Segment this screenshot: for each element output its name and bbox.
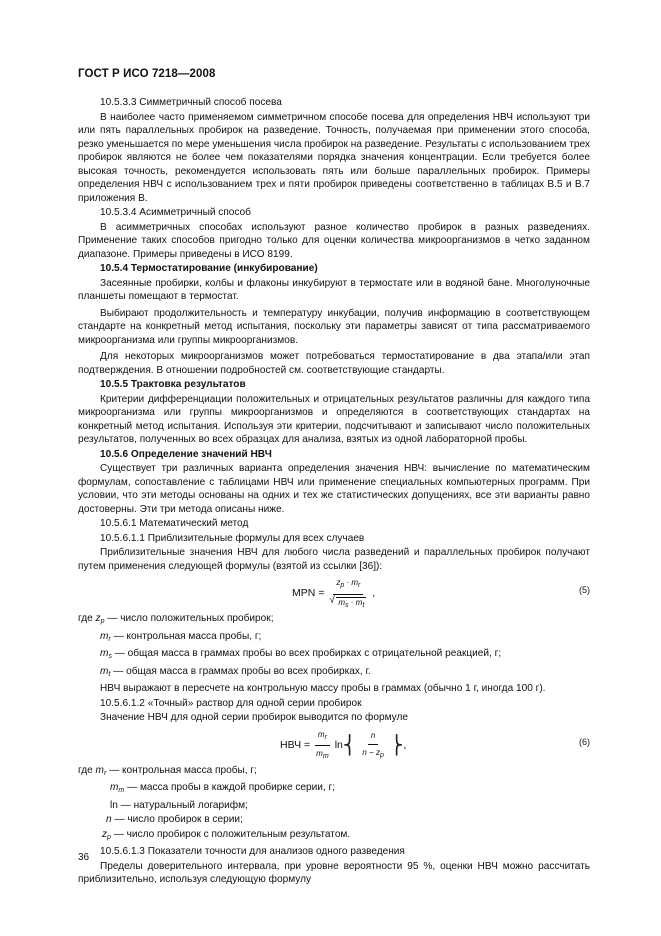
symbol: n — [106, 814, 112, 825]
section-title: Термостатирование (инкубирование) — [130, 263, 318, 274]
formula-number: (6) — [578, 736, 590, 747]
formula-number: (5) — [578, 585, 590, 595]
section-heading: 10.5.6.1 Математический метод — [100, 518, 249, 529]
fraction-denominator — [327, 595, 369, 613]
symbol: $m_s$ — [100, 648, 112, 660]
ln-operator: ln — [334, 738, 343, 751]
section-heading — [78, 378, 590, 392]
fraction-denominator: $n - z_p$ — [362, 747, 384, 759]
fraction — [327, 576, 369, 612]
paragraph: В наиболее часто применяемом симметричном способе посева для определения НВЧ используют три или пять параллельных пробирок на разведение. Точность, получаемая при применении этого способа, резко уменьшается по мере уменьшения числа пробирок на разведение. Результаты с использованием трех пробирок являются не более чем показателями порядка значения концентрации. Если требуется более высокая точность, рекомендуется использовать пять или больше параллельных пробирок. Примеры определения НВЧ с использованием трех и пяти пробирок приведены соответственно в таблицах В.5 и В.7 приложения В. — [78, 111, 590, 204]
definition-item: $m_s$ — общая масса в граммах пробы во всех пробирках с отрицательной реакцией, г; — [78, 647, 590, 664]
fraction-numerator: $z_p \cdot m_r$ — [333, 576, 363, 595]
section-heading: 10.5.6.1.2 «Точный» раствор для одной серии пробирок — [100, 697, 362, 709]
section-title: Трактовка результатов — [130, 379, 246, 390]
fraction-denominator: $m_m$ — [316, 749, 329, 760]
formula-lhs: MPN = — [292, 587, 325, 600]
formula-6: НВЧ = $\frac{m_r}{m_m}$ ln ⎨ $\frac{n}{n - z_p}$ ⎬ , (6) — [78, 728, 590, 760]
paragraph: Выбирают продолжительность и температуру инкубации, получив информацию в соответствующем стандарте на конкретный метод испытания, поскольку эти параметры зависят от типа рассматриваемого микроорганизма или группы микроорганизмов. — [78, 307, 590, 346]
paragraph: НВЧ выражают в пересчете на контрольную массу пробы в граммах (обычно 1 г, иногда 100 г). — [100, 683, 546, 694]
fraction — [313, 728, 332, 764]
formula-5: MPN = $z_p \cdot m_r$ √ $m_s \cdot m_t$ , (5) — [78, 576, 590, 608]
section-title: Определение значений НВЧ — [130, 448, 272, 460]
symbol: ln — [110, 799, 118, 811]
section-heading: 10.5.6.1.1 Приблизительные формулы для всех случаев — [100, 532, 365, 544]
document-header: ГОСТ Р ИСО 7218—2008 — [78, 68, 216, 80]
definition-item: где $m_r$ — контрольная масса пробы, г; — [78, 764, 590, 781]
paragraph: Для некоторых микроорганизмов может потребоваться термостатирование в два этапа/или этап подтверждения. В отношении подробностей см. соответствующие стандарты. — [78, 351, 590, 376]
section-number: 10.5.4 — [100, 263, 129, 274]
symbol: $m_r$ — [100, 630, 111, 643]
sqrt-sign: √ $m_s \cdot m_t$ — [336, 597, 366, 607]
fraction-numerator: $m_r$ — [315, 728, 330, 747]
fraction-numerator: n — [368, 729, 378, 745]
definition-item: $z_p$ — число пробирок с положительным результатом. — [78, 828, 590, 845]
formula-lhs: НВЧ = — [280, 738, 311, 751]
section-number: 10.5.6 — [100, 448, 129, 460]
paragraph: Значение НВЧ для одной серии пробирок выводится по формуле — [100, 712, 408, 723]
paragraph: Засеянные пробирки, колбы и флаконы инкубируют в термостате или в водяной бане. Многолуночные планшеты помещают в термостат. — [78, 277, 590, 302]
symbol: $m_r$ — [95, 764, 107, 777]
definition-item: n — число пробирок в серии; — [106, 814, 243, 825]
definition-item: $m_t$ — общая масса в граммах пробы во всех пробирках, г. — [78, 665, 590, 682]
paragraph: Существует три различных варианта определения значения НВЧ: вычисление по математическим формулам, сопоставление с таблицами НВЧ или применение специальных компьютерных программ. При условии, что эти методы основаны на одних и тех же статистических допущениях, все эти варианты равно достоверны. Эти три метода описаны ниже. — [78, 463, 590, 515]
symbol: $m_t$ — [100, 665, 111, 678]
page-number: 36 — [78, 852, 90, 863]
symbol: $m_m$ — [110, 782, 125, 794]
fraction — [359, 729, 386, 762]
left-bracket: ⎨ — [342, 734, 357, 755]
section-heading: 10.5.3.3 Симметричный способ посева — [100, 97, 282, 108]
section-number: 10.5.5 — [100, 379, 129, 390]
definition-item: $m_r$ — контрольная масса пробы, г; — [78, 630, 590, 647]
paragraph: Пределы доверительного интервала, при уровне вероятности 95 %, оценки НВЧ можно рассчитать приблизительно, используя следующую формулу — [78, 860, 590, 885]
section-heading — [78, 448, 590, 462]
paragraph: В асимметричных способах используют разное количество пробирок в разных разведениях. Применение таких способов пригодно только для оценки количества микроорганизмов в четко заданном диапазоне. Примеры приведены в ИСО 8199. — [78, 221, 590, 260]
paragraph: Приблизительные значения НВЧ для любого числа разведений и параллельных пробирок получают путем применения следующей формулы (взятой из ссылки [36]): — [78, 547, 590, 572]
definition-item: где $z_p$ — число положительных пробирок; — [78, 612, 590, 629]
definition-item: ln — натуральный логарифм; — [110, 799, 248, 811]
section-heading — [78, 262, 590, 276]
paragraph: Критерии дифференциации положительных и отрицательных результатов различны для каждого типа микроорганизма или группы микроорганизмов и определяются в соответствующих стандартах на конкретный метод испытания. Используя эти критерии, подсчитывают и записывают число положительных результатов, полученных во всех образцах для анализа, взятых из одной лабораторной пробы. — [78, 393, 590, 445]
right-bracket: ⎬ — [389, 734, 404, 755]
symbol: $z_p$ — [95, 613, 105, 625]
definition-item: $m_m$ — масса пробы в каждой пробирке серии, г; — [78, 781, 590, 798]
document-body — [78, 96, 590, 888]
section-heading: 10.5.6.1.3 Показатели точности для анализов одного разведения — [100, 846, 405, 857]
section-heading: 10.5.3.4 Асимметричный способ — [100, 207, 251, 218]
symbol: $z_p$ — [102, 828, 111, 841]
